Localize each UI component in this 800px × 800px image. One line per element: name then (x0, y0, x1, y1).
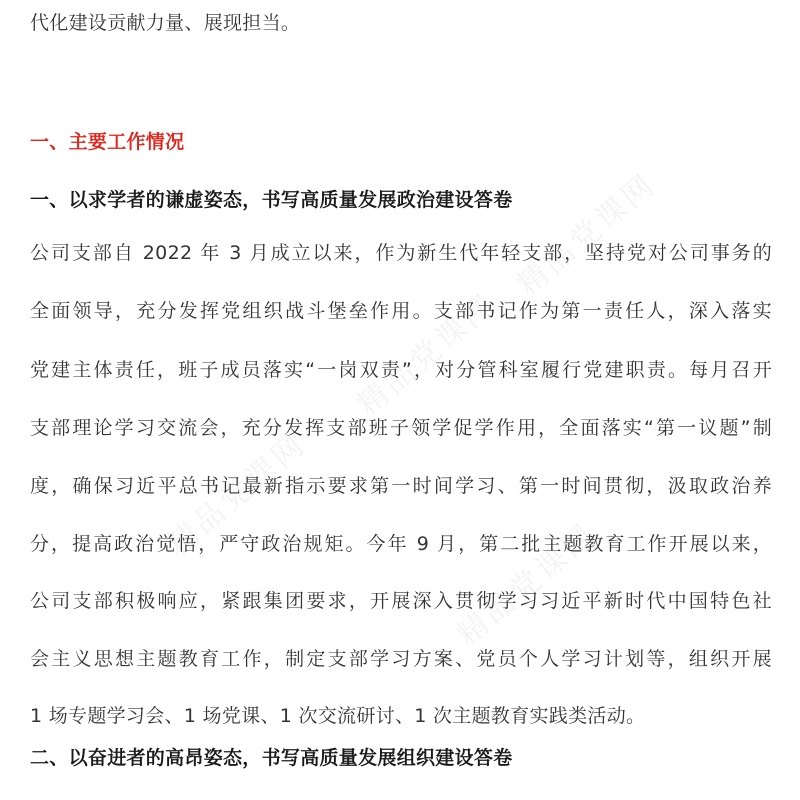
section-heading: 一、主要工作情况 (30, 131, 185, 153)
paragraph-line: 全面领导，充分发挥党组织战斗堡垒作用。支部书记作为第一责任人，深入落实 (30, 300, 772, 322)
watermark: 精品党课网 (510, 166, 664, 303)
subsection-heading-2: 二、以奋进者的高昂姿态，书写高质量发展组织建设答卷 (30, 747, 513, 769)
paragraph-line: 公司支部自 2022 年 3 月成立以来，作为新生代年轻支部，坚持党对公司事务的 (30, 242, 772, 264)
paragraph-line: 会主义思想主题教育工作，制定支部学习方案、党员个人学习计划等，组织开展 (30, 648, 772, 670)
paragraph-line: 党建主体责任，班子成员落实“一岗双责”，对分管科室履行党建职责。每月召开 (30, 359, 772, 381)
intro-tail-line: 代化建设贡献力量、展现担当。 (30, 12, 301, 34)
watermark: 精品党课网 (350, 286, 504, 423)
paragraph-line: 分，提高政治觉悟，严守政治规矩。今年 9 月，第二批主题教育工作开展以来， (30, 533, 772, 555)
paragraph-line: 度，确保习近平总书记最新指示要求第一时间学习、第一时间贯彻，汲取政治养 (30, 475, 772, 497)
paragraph-line: 公司支部积极响应，紧跟集团要求，开展深入贯彻学习习近平新时代中国特色社 (30, 590, 772, 612)
watermark: 精品党课网 (160, 426, 314, 563)
paragraph-line: 1 场专题学习会、1 场党课、1 次交流研讨、1 次主题教育实践类活动。 (30, 705, 646, 727)
paragraph-line: 支部理论学习交流会，充分发挥支部班子领学促学作用，全面落实“第一议题”制 (30, 417, 772, 439)
watermark: 精品党课网 (450, 516, 604, 653)
subsection-heading-1: 一、以求学者的谦虚姿态，书写高质量发展政治建设答卷 (30, 189, 513, 211)
